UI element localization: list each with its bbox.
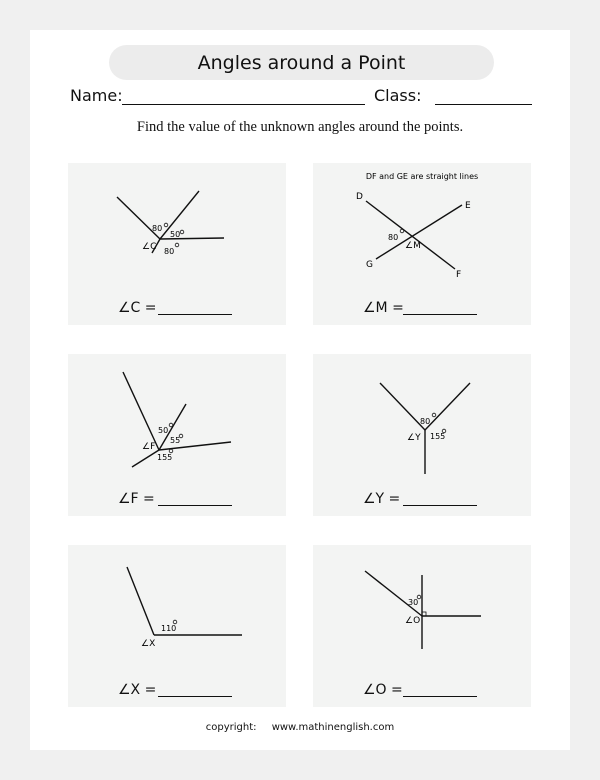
degree-symbol xyxy=(180,230,184,234)
degree-symbol xyxy=(164,223,168,227)
angle-label: 30 xyxy=(408,598,419,607)
class-label: Class: xyxy=(374,86,422,105)
answer-label: ∠X = xyxy=(118,682,157,698)
answer-label: ∠Y = xyxy=(363,491,401,507)
angle-label: 80 xyxy=(388,233,399,242)
ray xyxy=(127,567,154,635)
answer-blank[interactable] xyxy=(158,505,232,506)
point-label: E xyxy=(465,201,471,211)
degree-symbol xyxy=(169,423,173,427)
angle-label: 55 xyxy=(170,436,181,445)
point-label: F xyxy=(456,270,462,280)
answer-label: ∠O = xyxy=(363,682,403,698)
answer-row xyxy=(363,682,533,700)
unknown-angle-label: ∠F xyxy=(142,442,156,452)
name-class-row xyxy=(70,86,540,108)
name-field[interactable] xyxy=(122,104,365,105)
answer-row xyxy=(118,682,288,700)
problem-card-f xyxy=(68,354,286,516)
answer-row xyxy=(363,300,533,318)
website-link[interactable]: www.mathinenglish.com xyxy=(271,722,395,733)
footer xyxy=(0,722,600,733)
ray xyxy=(132,450,159,467)
worksheet-title: Angles around a Point xyxy=(109,45,494,80)
diagram-note: DF and GE are straight lines xyxy=(365,172,479,181)
problem-card-y xyxy=(313,354,531,516)
answer-label: ∠M = xyxy=(363,300,404,316)
copyright-label: copyright: xyxy=(205,722,257,733)
problem-card-c xyxy=(68,163,286,325)
degree-symbol xyxy=(432,413,436,417)
ray xyxy=(365,571,422,616)
angle-label: 155 xyxy=(430,432,446,441)
answer-label: ∠C = xyxy=(118,300,157,316)
problem-card-x xyxy=(68,545,286,707)
unknown-angle-label: ∠M xyxy=(405,241,421,251)
answer-blank[interactable] xyxy=(158,696,232,697)
degree-symbol xyxy=(175,243,179,247)
answer-row xyxy=(118,300,288,318)
point-label: D xyxy=(356,192,363,202)
angle-label: 80 xyxy=(420,417,431,426)
degree-symbol xyxy=(400,229,404,233)
problem-card-m xyxy=(313,163,531,325)
answer-label: ∠F = xyxy=(118,491,155,507)
answer-row xyxy=(363,491,533,509)
instructions: Find the value of the unknown angles around the points. xyxy=(136,119,464,135)
angle-label: 80 xyxy=(164,247,175,256)
answer-blank[interactable] xyxy=(403,696,477,697)
point-label: G xyxy=(366,260,373,270)
line-df xyxy=(366,201,455,269)
class-field[interactable] xyxy=(435,104,532,105)
angle-label: 155 xyxy=(157,453,173,462)
ray xyxy=(425,383,470,430)
answer-blank[interactable] xyxy=(403,314,477,315)
angle-label: 110 xyxy=(161,624,177,633)
angle-label: 50 xyxy=(170,230,181,239)
unknown-angle-label: ∠X xyxy=(141,639,156,649)
ray xyxy=(123,372,159,450)
unknown-angle-label: ∠Y xyxy=(407,433,421,443)
name-label: Name: xyxy=(70,86,123,105)
degree-symbol xyxy=(417,595,421,599)
problem-card-o xyxy=(313,545,531,707)
answer-blank[interactable] xyxy=(158,314,232,315)
unknown-angle-label: ∠C xyxy=(142,242,157,252)
angle-label: 50 xyxy=(158,426,169,435)
ray xyxy=(380,383,425,430)
answer-blank[interactable] xyxy=(403,505,477,506)
answer-row xyxy=(118,491,288,509)
unknown-angle-label: ∠O xyxy=(405,616,421,626)
angle-label: 80 xyxy=(152,224,163,233)
